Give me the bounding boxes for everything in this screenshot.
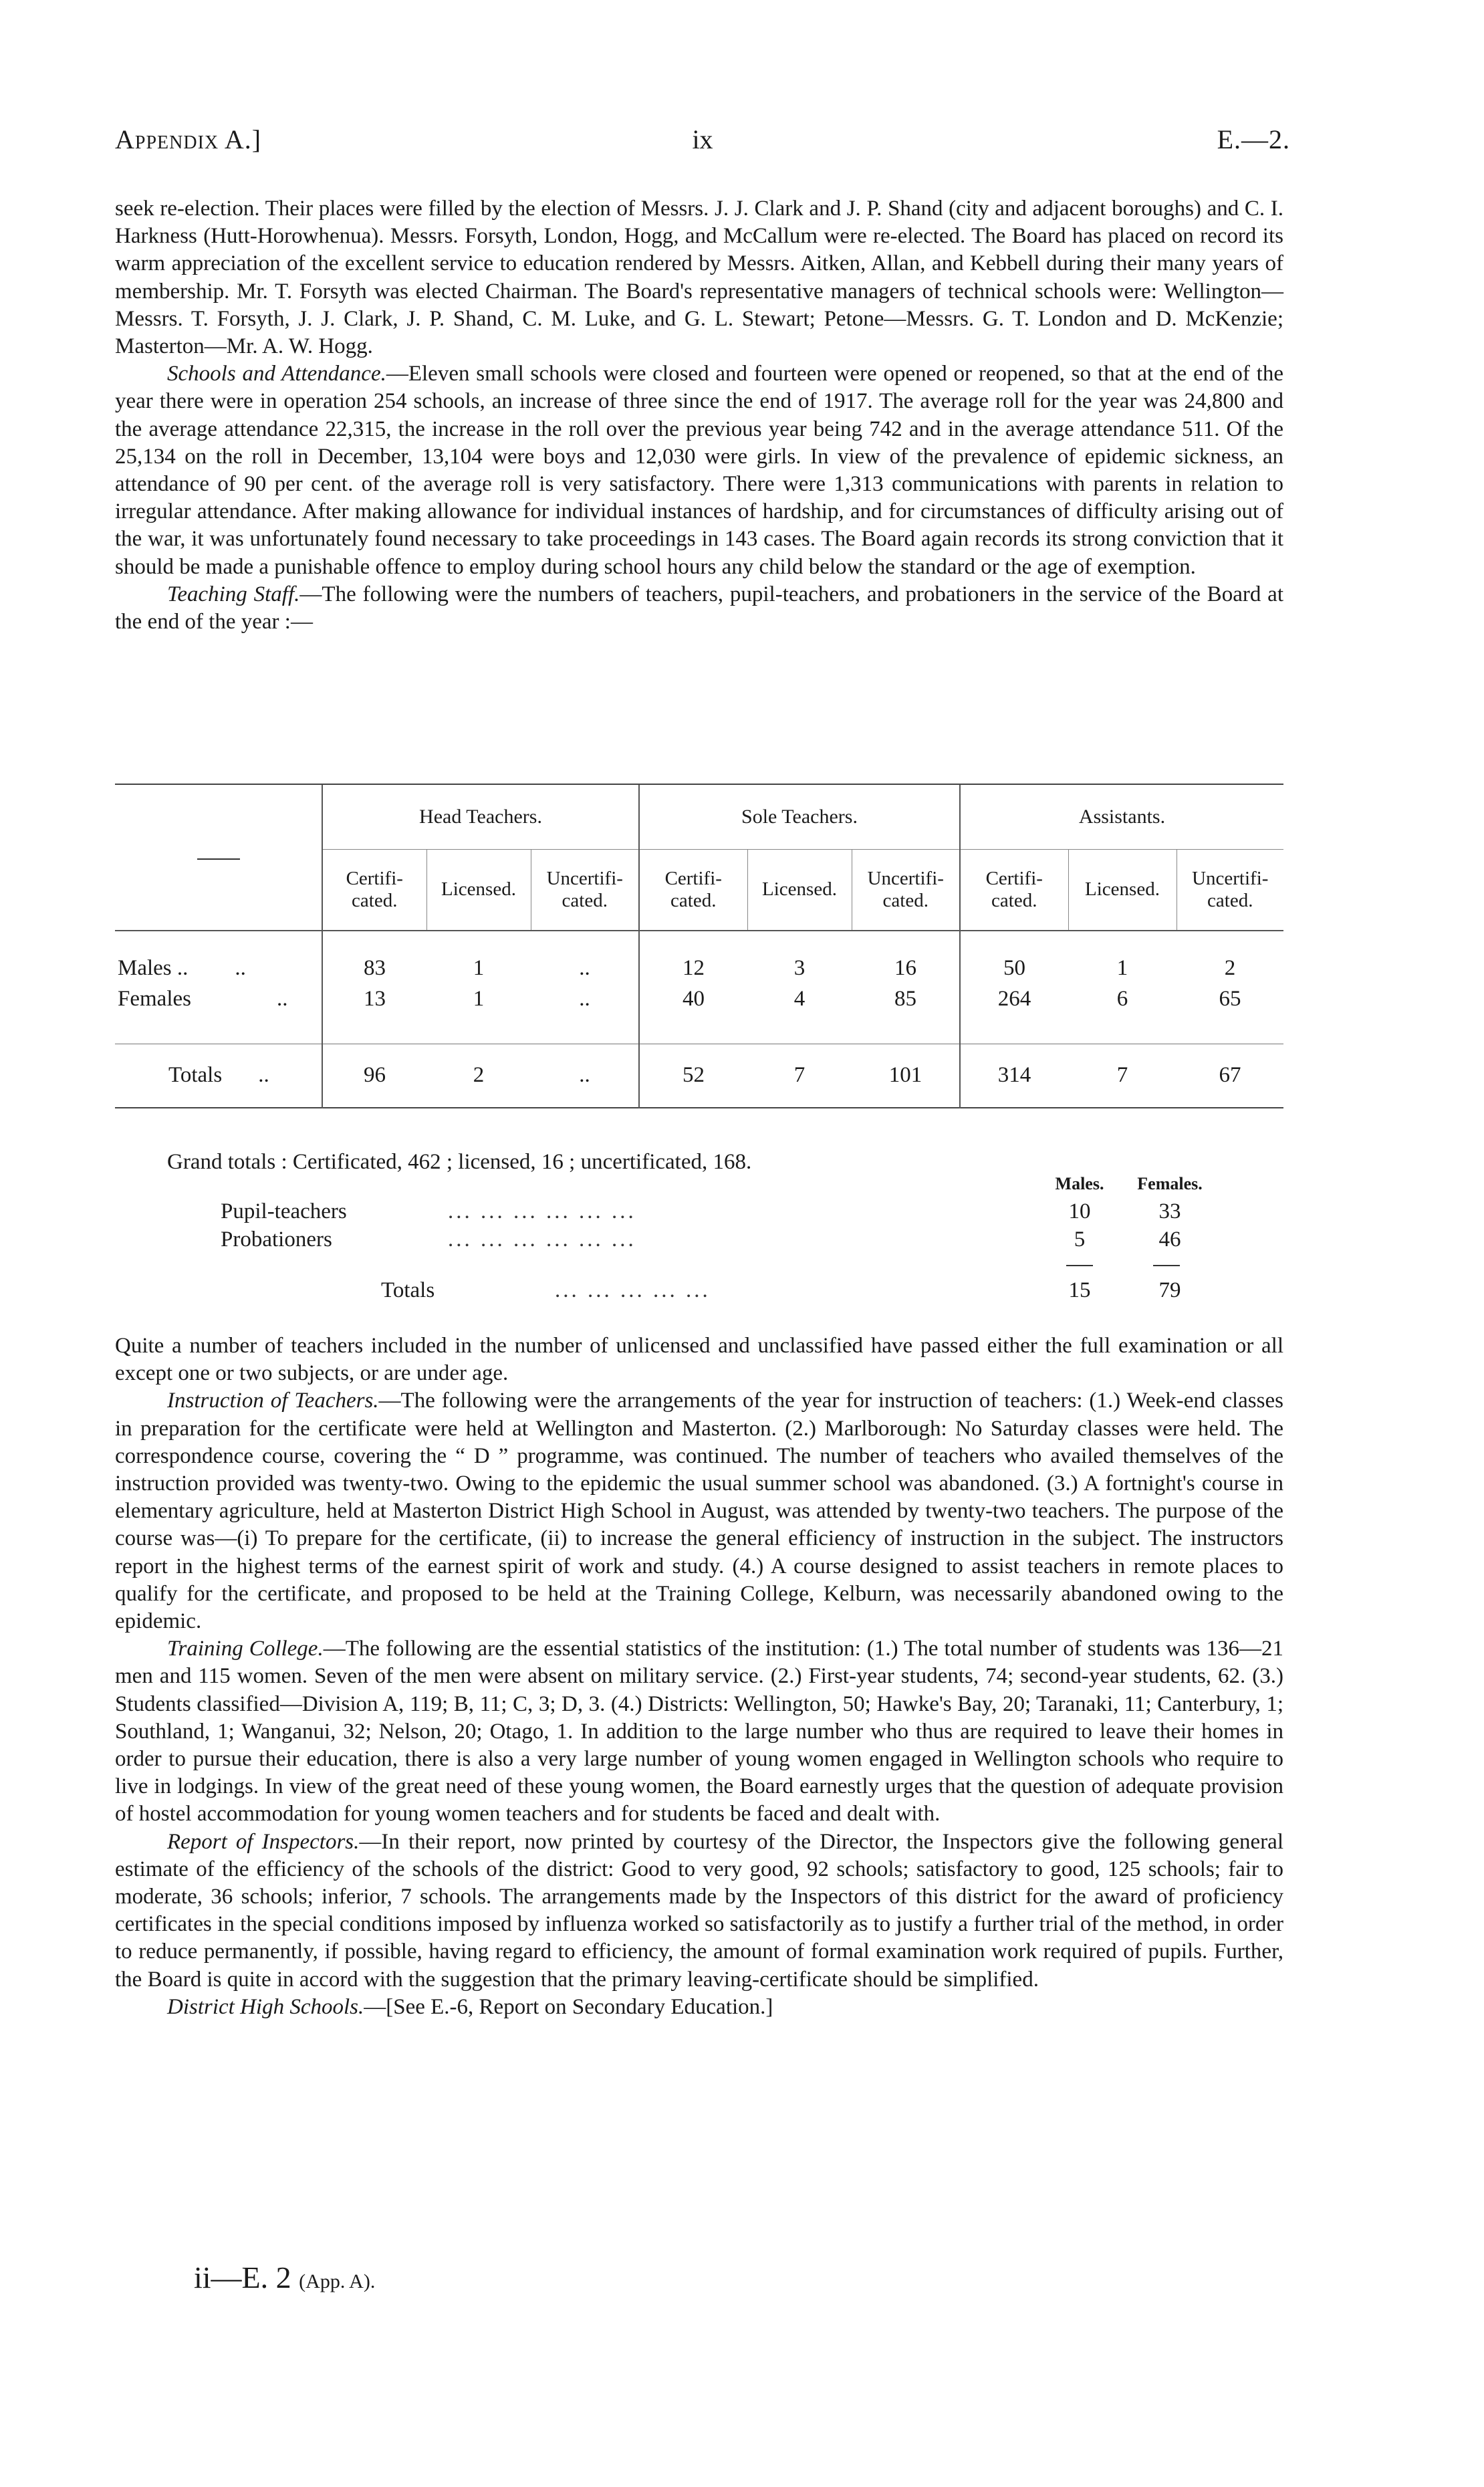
leader-dots: ... ... ... ... ... ... (448, 1199, 636, 1223)
row-label-totals: Totals .. (115, 1044, 322, 1107)
cell: 83 (322, 953, 426, 984)
cell: 101 (852, 1044, 960, 1107)
paragraph-training-college (115, 1635, 1283, 1828)
leader-dots: ... ... ... ... ... (555, 1278, 711, 1302)
pupil-totals-females: 79 (1158, 1278, 1181, 1302)
pupil-row-probationers (221, 1227, 1263, 1257)
group-header-assistants: Assistants. (960, 785, 1283, 849)
stub-dash (197, 858, 240, 860)
cell: 12 (639, 953, 747, 984)
cell: 40 (639, 984, 747, 1015)
cell: 7 (747, 1044, 852, 1107)
cell: 85 (894, 986, 916, 1011)
row-label-males: Males .. .. (118, 956, 246, 981)
pupil-row-pupil-teachers (221, 1199, 1263, 1229)
cell: 3 (793, 956, 806, 981)
group-header-sole-teachers: Sole Teachers. (639, 785, 960, 849)
pupil-totals-label: Totals (381, 1278, 435, 1302)
sum-rule-females (1153, 1265, 1180, 1266)
paragraph-unlicensed-note: Quite a number of teachers included in the number of unlicensed and unclassified have passed either the full examination or all except one or two subjects, or are under age. (115, 1334, 1283, 1386)
cell: 314 (960, 1044, 1068, 1107)
sum-rule-males (1066, 1265, 1093, 1266)
signature-code: ii—E. 2 (194, 2260, 291, 2294)
table-row-totals (115, 1044, 1283, 1107)
pupil-row-totals (221, 1278, 1263, 1308)
pupil-row-males: 5 (1074, 1227, 1086, 1252)
text-report-inspectors: —In their report, now printed by courtesy of the Director, the Inspectors give the following general estimate of the efficiency of the schools of the district: Good to very good, 92 schools; satisfactory to good, 125 schools; fair to moderate, 36 schools; inferior, 7 schools. The arrangements made by the Inspectors of this district for the award of proficiency certificates in the special conditions imposed by influenza worked so satisfactorily as to justify a further trial of the method, in order to reduce permanently, if possible, having regard to efficiency, the amount of formal examination work required of pupils. Further, the Board is quite in accord with the suggestion that the primary leaving-certificate should be simplified. (115, 1829, 1283, 1992)
col-head-licensed: Licensed. (426, 850, 531, 931)
row-label-females: Females .. (118, 986, 288, 1011)
teaching-staff-table (115, 784, 1283, 1126)
col-head-females: Females. (1137, 1174, 1203, 1193)
cell: 1 (473, 956, 485, 981)
cell: .. (531, 1044, 639, 1107)
pupil-row-males: 10 (1068, 1199, 1091, 1223)
cell: 1 (473, 986, 485, 1011)
cell: 65 (1219, 986, 1241, 1011)
table-stub-header (115, 785, 322, 931)
col-assist-certificated: Certifi- cated. (960, 850, 1068, 931)
cell: 16 (894, 956, 916, 981)
header-report-code: E.—2. (1217, 124, 1290, 154)
col-head-uncertificated: Uncertifi- cated. (531, 850, 639, 931)
col-sole-certificated: Certifi- cated. (639, 850, 747, 931)
heading-report-inspectors: Report of Inspectors. (167, 1829, 360, 1854)
paragraph-teaching-staff (115, 581, 1283, 636)
cell: 96 (322, 1044, 426, 1107)
text-teaching-staff: —The following were the numbers of teachers, pupil-teachers, and probationers in the service of the Board at the end of the year :— (115, 582, 1283, 634)
heading-district-high-schools: District High Schools. (167, 1994, 364, 2019)
pupil-row-females: 46 (1158, 1227, 1181, 1252)
col-head-males: Males. (1055, 1174, 1104, 1193)
header-page-number: ix (692, 124, 713, 154)
table-row-males (115, 953, 1283, 984)
group-header-head-teachers: Head Teachers. (322, 785, 639, 849)
heading-teaching-staff: Teaching Staff. (167, 582, 300, 606)
text-schools-attendance: —Eleven small schools were closed and fourteen were opened or reopened, so that at the end of the year there were in operation 254 schools, an increase of three since the end of 1917. The average roll for the year was 24,800 and the average attendance 22,315, the increase in the roll over the previous year being 742 and in the average attendance 511. Of the 25,134 on the roll in December, 13,104 were boys and 12,030 were girls. In view of the prevalence of epidemic sickness, an attendance of 90 per cent. of the average roll is very satisfactory. There were 1,313 communications with parents in relation to irregular attendance. After making allowance for individual instances of hardship, and for circumstances of difficulty arising out of the war, it was unfortunately found necessary to take proceedings in 143 cases. The Board again records its strong conviction that it should be made a punishable offence to employ during school hours any child below the standard or the age of exemption. (115, 362, 1283, 579)
cell: 50 (960, 953, 1068, 984)
grand-totals-line: Grand totals : Certificated, 462 ; licensed, 16 ; uncertificated, 168. (167, 1150, 752, 1174)
running-header (115, 124, 1290, 164)
signature-appendix: (App. A). (299, 2270, 376, 2292)
header-appendix: Appendix A.] (115, 124, 262, 154)
pupil-row-females: 33 (1158, 1199, 1181, 1223)
pupil-row-label: Probationers (221, 1227, 332, 1252)
heading-schools-attendance: Schools and Attendance. (167, 362, 386, 386)
cell: 2 (426, 1044, 531, 1107)
paragraph-report-inspectors (115, 1828, 1283, 1994)
paragraph-district-high-schools (115, 1994, 1283, 2021)
heading-training-college: Training College. (167, 1637, 324, 1661)
text-district-high-schools: —[See E.-6, Report on Secondary Education.] (364, 1994, 773, 2019)
cell: 67 (1177, 1044, 1283, 1107)
pupil-totals-males: 15 (1068, 1278, 1091, 1302)
pupil-row-label: Pupil-teachers (221, 1199, 347, 1223)
cell: 4 (793, 986, 806, 1011)
text-training-college: —The following are the essential statistics of the institution: (1.) The total number of students was 136—21 men and 115 women. Seven of the men were absent on military service. (2.) First-year students, 74; second-year students, 62. (3.) Students classified—Division A, 119; B, 11; C, 3; D, 3. (4.) Districts: Wellington, 50; Hawke's Bay, 20; Taranaki, 11; Canterbury, 1; Southland, 1; Wanganui, 32; Nelson, 20; Otago, 1. In addition to the large number who thus are required to leave their homes in order to pursue their education, there is also a very large number of young women engaged in Wellington schools who require to live in lodgings. In view of the great need of these young women, the Board earnestly urges that the question of adequate provision of hostel accommodation for young women teachers and for students be faced and dealt with. (115, 1637, 1283, 1826)
cell: 6 (1116, 986, 1128, 1011)
cell: .. (579, 986, 590, 1011)
col-sole-uncertificated: Uncertifi- cated. (852, 850, 960, 931)
cell: 52 (639, 1044, 747, 1107)
cell: 264 (960, 984, 1068, 1015)
col-head-certificated: Certifi- cated. (322, 850, 426, 931)
cell: 1 (1116, 956, 1128, 981)
paragraph-instruction-teachers (115, 1387, 1283, 1635)
col-sole-licensed: Licensed. (747, 850, 852, 931)
signature-mark (194, 2260, 375, 2295)
cell: 13 (322, 984, 426, 1015)
heading-instruction-teachers: Instruction of Teachers. (167, 1389, 379, 1413)
paragraph-schools-attendance (115, 360, 1283, 581)
col-assist-licensed: Licensed. (1068, 850, 1177, 931)
col-assist-uncertificated: Uncertifi- cated. (1177, 850, 1283, 931)
text-instruction-teachers: —The following were the arrangements of the year for instruction of teachers: (1.) Week-end classes in preparation for the certificate were held at Wellington and Masterton. (2.) Marlborough: No Saturday classes were held. The correspondence course, covering the “ D ” programme, was continued. The number of teachers who availed themselves of the instruction provided was twenty-two. Owing to the epidemic the usual summer school was abandoned. (3.) A fortnight's course in elementary agriculture, held at Masterton District High School in August, was attended by twenty-two teachers. The purpose of the course was—(i) To prepare for the certificate, (ii) to increase the general efficiency of instruction in the subject. The instructors report in the highest terms of the earnest spirit of work and study. (4.) A course designed to assist teachers in remote places to qualify for the certificate, and proposed to be held at the Training College, Kelburn, was necessarily abandoned owing to the epidemic. (115, 1389, 1283, 1634)
table-row-females (115, 984, 1283, 1015)
cell: 2 (1224, 956, 1236, 981)
leader-dots: ... ... ... ... ... ... (448, 1227, 636, 1252)
body-text-top (115, 195, 1283, 636)
body-text-bottom (115, 1332, 1283, 2021)
cell: 7 (1068, 1044, 1177, 1107)
paragraph-board-members: seek re-election. Their places were filled by the election of Messrs. J. J. Clark and J. P. Shand (city and adjacent boroughs) and C. I. Harkness (Hutt-Horowhenua). Messrs. Forsyth, London, Hogg, and McCallum were re-elected. The Board has placed on record its warm appreciation of the excellent service to education rendered by Messrs. Aitken, Allan, and Kebbell during their many years of membership. Mr. T. Forsyth was elected Chairman. The Board's representative managers of technical schools were: Wellington—Messrs. T. Forsyth, J. J. Clark, J. P. Shand, C. M. Luke, and G. L. Stewart; Petone—Messrs. G. T. London and D. McKenzie; Masterton—Mr. A. W. Hogg. (115, 197, 1283, 359)
cell: .. (579, 956, 590, 981)
